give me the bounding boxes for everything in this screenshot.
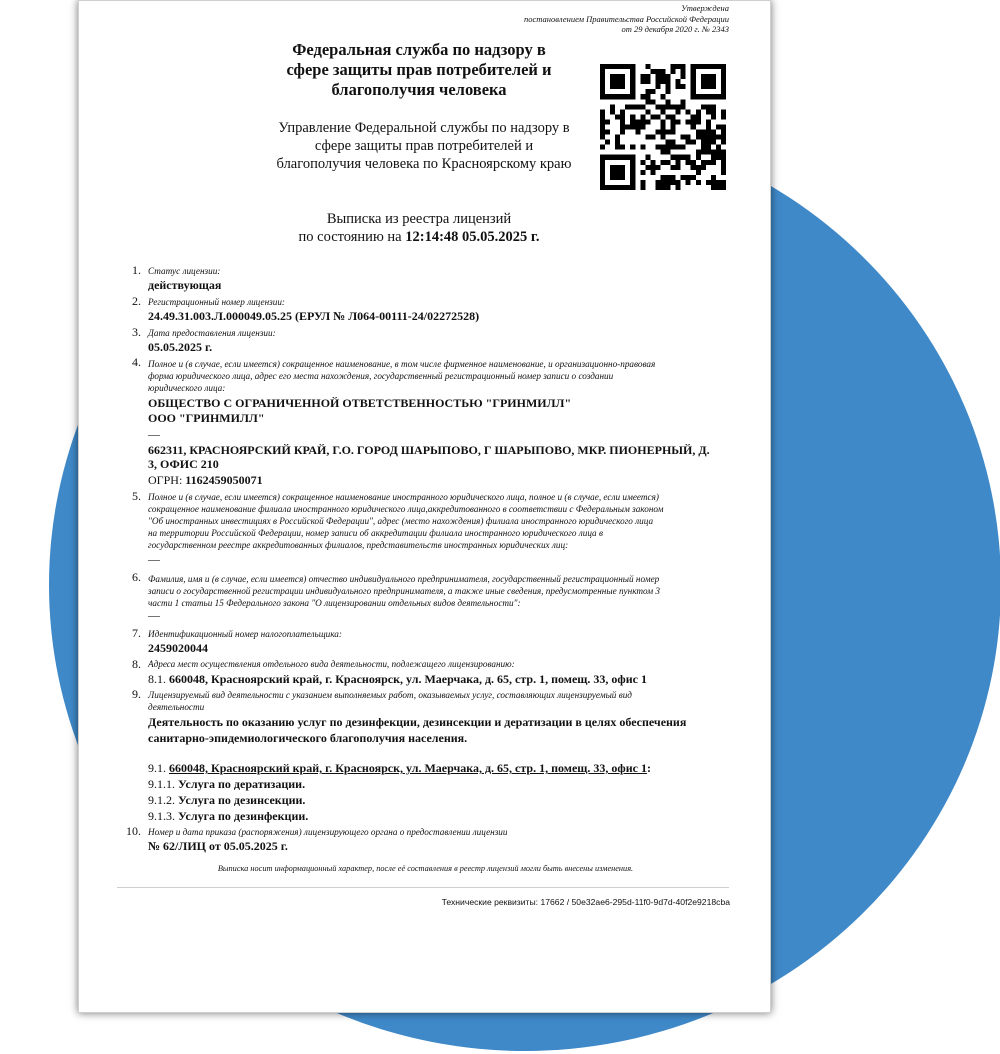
label-line: "Об иностранных инвестициях в Российской Федерации", адрес (место нахождения) филиала иностранного юридического лица <box>148 516 654 526</box>
item-number: 7. <box>132 626 141 640</box>
colon: : <box>646 761 651 775</box>
service-value: Услуга по дезинфекции. <box>178 809 309 823</box>
order-value: № 62/ЛИЦ от 05.05.2025 г. <box>148 839 288 853</box>
activity-address-value: 660048, Красноярский край, г. Красноярск, ул. Маерчака, д. 65, стр. 1, помещ. 33, офис 1 <box>169 672 647 686</box>
item-number: 3. <box>132 325 141 339</box>
service-item <box>148 777 748 791</box>
as-of-prefix: по состоянию на <box>298 229 402 245</box>
org-title-line: сфере защиты прав потребителей и <box>286 60 552 79</box>
address-line: 3, ОФИС 210 <box>148 457 219 471</box>
approval-line: Утверждена <box>681 3 729 13</box>
activity-line: санитарно-эпидемиологического благополучия населения. <box>148 731 468 745</box>
license-status-value: действующая <box>148 278 222 292</box>
org-sub-line: сфере защиты прав потребителей и <box>314 138 534 154</box>
item-number: 6. <box>132 570 141 584</box>
empty-dash: — <box>148 427 160 441</box>
item-number: 5. <box>132 489 141 503</box>
label-line: юридического лица: <box>148 383 226 393</box>
item-number: 2. <box>132 294 141 308</box>
inn-label: Идентификационный номер налогоплательщика: <box>148 629 342 639</box>
label-line: Лицензируемый вид деятельности с указанием выполняемых работ, оказываемых услуг, составляющих лицензируемый вид <box>148 690 632 700</box>
entrepreneur-label <box>148 573 738 609</box>
footer-divider <box>117 887 729 888</box>
registration-number-value: 24.49.31.003.Л.000049.05.25 (ЕРУЛ № Л064-00111-24/02272528) <box>148 309 480 323</box>
label-line: государственном реестре аккредитованных филиалов, представительств иностранных юридических лиц: <box>148 540 569 550</box>
sub-number: 9.1. <box>148 761 166 775</box>
extract-date-line <box>229 228 609 246</box>
entrepreneur-value: — <box>148 608 160 622</box>
license-extract-document <box>78 0 771 1013</box>
organization-title <box>269 40 569 100</box>
item-number: 9. <box>132 687 141 701</box>
activity-type-value <box>148 714 748 746</box>
item-number: 4. <box>132 355 141 369</box>
activity-address-label: Адреса мест осуществления отдельного вида деятельности, подлежащего лицензированию: <box>148 659 515 669</box>
disclaimer-text: Выписка носит информационный характер, после её составления в реестр лицензий могли быть внесены изменения. <box>217 864 634 873</box>
sub-number: 8.1. <box>148 672 166 686</box>
label-line: Полное и (в случае, если имеется) сокращенное наименование иностранного юридического лица, полное и (в случае, если имеется) <box>148 492 659 502</box>
entity-short-name: ООО "ГРИНМИЛЛ" <box>148 411 265 425</box>
service-value: Услуга по дератизации. <box>178 777 306 791</box>
sub-number: 9.1.1. <box>148 777 175 791</box>
label-line: Фамилия, имя и (в случае, если имеется) отчество индивидуального предпринимателя, государственный регистрационный номер <box>148 574 660 584</box>
extract-title <box>229 210 609 246</box>
service-item <box>148 809 748 823</box>
entity-address <box>148 443 748 471</box>
as-of-value: 12:14:48 05.05.2025 г. <box>405 229 540 245</box>
regional-office-title <box>269 119 579 173</box>
ogrn-value: 1162459050071 <box>185 473 263 487</box>
org-title-line: Федеральная служба по надзору в <box>292 40 546 59</box>
order-label: Номер и дата приказа (распоряжения) лицензирующего органа о предоставлении лицензии <box>148 827 508 837</box>
extract-heading: Выписка из реестра лицензий <box>326 211 512 227</box>
label-line: сокращенное наименование филиала иностранного юридического лица,аккредитованного в соответствии с Федеральным законом <box>148 504 664 514</box>
label-line: деятельности <box>148 702 205 712</box>
activity-type-label <box>148 689 738 713</box>
item-number: 1. <box>132 263 141 277</box>
foreign-entity-label <box>148 491 738 551</box>
org-sub-line: благополучия человека по Красноярскому краю <box>276 156 572 172</box>
approval-line: от 29 декабря 2020 г. № 2343 <box>621 24 729 34</box>
label-line: записи о государственной регистрации индивидуального предпринимателя, а также иные сведения, предусмотренные пунктом 3 <box>148 586 661 596</box>
foreign-entity-value: — <box>148 552 160 566</box>
tech-value: 17662 / 50e32ae6-295d-11f0-9d7d-40f2e9218cba <box>540 897 730 907</box>
activity-address <box>148 672 748 686</box>
org-title-line: благополучия человека <box>331 80 507 99</box>
sub-number: 9.1.2. <box>148 793 175 807</box>
ogrn-label: ОГРН: <box>148 473 183 487</box>
label-line: форма юридического лица, адрес его места нахождения, государственный регистрационный номер записи о создании <box>148 371 614 381</box>
ogrn-line <box>148 473 748 487</box>
entity-full-name: ОБЩЕСТВО С ОГРАНИЧЕННОЙ ОТВЕТСТВЕННОСТЬЮ "ГРИНМИЛЛ" <box>148 396 572 410</box>
entity-name-label <box>148 358 738 394</box>
item-number: 10. <box>126 824 141 838</box>
service-address-value: 660048, Красноярский край, г. Красноярск, ул. Маерчака, д. 65, стр. 1, помещ. 33, офис 1 <box>169 761 647 775</box>
license-status-label: Статус лицензии: <box>148 266 221 276</box>
label-line: части 1 статьи 15 Федерального закона "О лицензировании отдельных видов деятельности": <box>148 598 521 608</box>
inn-value: 2459020044 <box>148 641 208 655</box>
registration-number-label: Регистрационный номер лицензии: <box>148 297 285 307</box>
service-item <box>148 793 748 807</box>
activity-line: Деятельность по оказанию услуг по дезинфекции, дезинсекции и дератизации в целях обеспечения <box>148 715 687 729</box>
issue-date-label: Дата предоставления лицензии: <box>148 328 276 338</box>
approval-note <box>429 3 729 35</box>
technical-details <box>442 897 730 907</box>
item-number: 8. <box>132 657 141 671</box>
service-value: Услуга по дезинсекции. <box>178 793 306 807</box>
address-line: 662311, КРАСНОЯРСКИЙ КРАЙ, Г.О. ГОРОД ШАРЫПОВО, Г ШАРЫПОВО, МКР. ПИОНЕРНЫЙ, Д. <box>148 443 710 457</box>
label-line: на территории Российской Федерации, номер записи об аккредитации филиала иностранного юридического лица в <box>148 528 603 538</box>
issue-date-value: 05.05.2025 г. <box>148 340 213 354</box>
org-sub-line: Управление Федеральной службы по надзору в <box>278 120 570 136</box>
sub-number: 9.1.3. <box>148 809 175 823</box>
approval-line: постановлением Правительства Российской Федерации <box>523 13 729 24</box>
label-line: Полное и (в случае, если имеется) сокращенное наименование, в том числе фирменное наименование, и организационно-правовая <box>148 359 656 369</box>
qr-code-icon <box>600 64 726 190</box>
service-address <box>148 761 748 775</box>
tech-label: Технические реквизиты: <box>441 897 539 907</box>
